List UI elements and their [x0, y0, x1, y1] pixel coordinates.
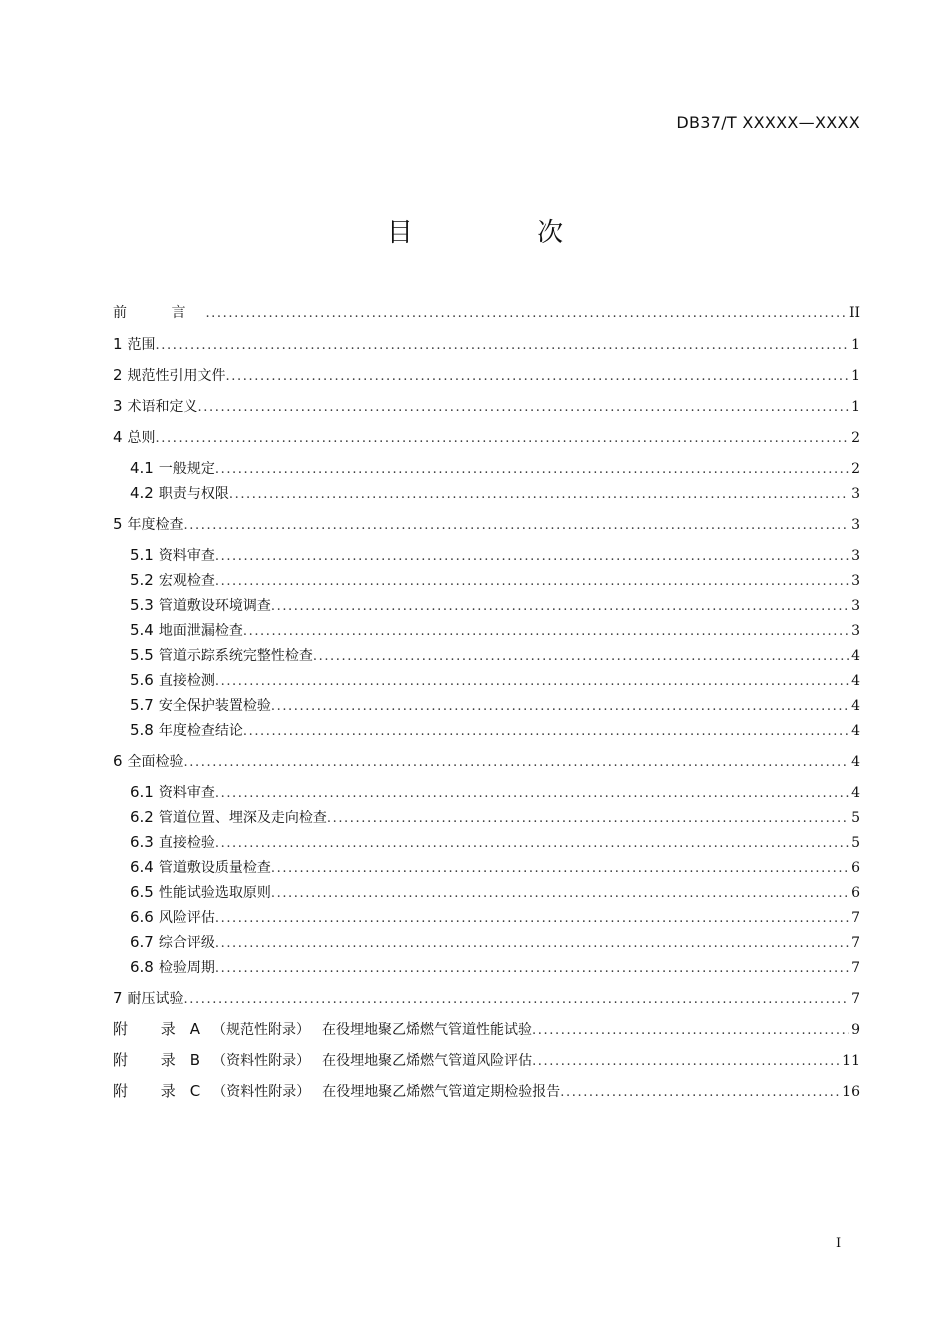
page-number: I [836, 1236, 842, 1251]
toc-entry-page: 3 [851, 548, 860, 564]
toc-entry-section-7[interactable] [113, 986, 860, 1011]
toc-entry-number: 6.1 [130, 783, 154, 801]
appendix-word: 附 录 [113, 1020, 190, 1038]
toc-entry-page: 3 [851, 486, 860, 502]
toc-entry-page: 3 [851, 573, 860, 589]
toc-entry-label: 直接检验 [158, 835, 215, 851]
toc-entry-section-4-1[interactable] [113, 456, 860, 481]
toc-entry-page: 4 [851, 698, 860, 714]
toc-entry-section-3[interactable] [113, 394, 860, 419]
toc-entry-label: 综合评级 [158, 935, 215, 951]
toc-entry-label: 规范性引用文件 [127, 368, 226, 384]
toc-entry-page: 16 [842, 1084, 860, 1100]
toc-entry-section-6-2[interactable] [113, 805, 860, 830]
appendix-type: （资料性附录） [212, 1053, 311, 1069]
toc-entry-label: 性能试验选取原则 [158, 885, 271, 901]
toc-entry-number: 6.3 [130, 833, 154, 851]
toc-entry-label: 全面检验 [127, 754, 184, 770]
toc-entry-page: 4 [851, 754, 860, 770]
toc-entry-number: 5.1 [130, 546, 154, 564]
page-title: 目 次 [386, 218, 622, 248]
toc-entry-label: 在役埋地聚乙烯燃气管道性能试验 [322, 1022, 533, 1038]
leader-dots [156, 426, 850, 451]
leader-dots [156, 333, 850, 358]
toc-entry-section-6-5[interactable] [113, 880, 860, 905]
toc-entry-label: 管道敷设质量检查 [158, 860, 271, 876]
toc-entry-section-6[interactable] [113, 749, 860, 774]
toc-entry-page: 7 [851, 910, 860, 926]
appendix-word: 附 录 [113, 1051, 190, 1069]
toc-entry-page: 4 [851, 785, 860, 801]
leader-dots [215, 781, 849, 806]
toc-entry-label: 资料审查 [158, 548, 215, 564]
toc-entry-page: 1 [851, 337, 860, 353]
toc-entry-appendix-a[interactable] [113, 1017, 860, 1042]
leader-dots [205, 301, 846, 326]
standard-code: DB37/T XXXXX—XXXX [676, 113, 860, 132]
toc-entry-page: 7 [851, 991, 860, 1007]
toc-entry-page: 7 [851, 935, 860, 951]
leader-dots [184, 513, 850, 538]
toc-entry-number: 5.8 [130, 721, 154, 739]
toc-entry-number: 5.5 [130, 646, 154, 664]
toc-entry-label: 年度检查 [127, 517, 184, 533]
appendix-letter: C [189, 1082, 201, 1100]
leader-dots [532, 1018, 849, 1043]
leader-dots [184, 987, 850, 1012]
toc-entry-section-4-2[interactable] [113, 481, 860, 506]
toc-entry-label: 安全保护装置检验 [158, 698, 271, 714]
leader-dots [226, 364, 850, 389]
toc-entry-number: 5.6 [130, 671, 154, 689]
toc-entry-page: 1 [851, 368, 860, 384]
toc-entry-label: 术语和定义 [127, 399, 198, 415]
toc-entry-page: 4 [851, 673, 860, 689]
toc-entry-page: 5 [851, 835, 860, 851]
appendix-word: 附 录 [113, 1082, 190, 1100]
toc-entry-label: 直接检测 [158, 673, 215, 689]
toc-entry-page: 3 [851, 623, 860, 639]
leader-dots [215, 906, 849, 931]
table-of-contents [113, 301, 860, 1104]
toc-entry-label: 总则 [127, 430, 156, 446]
toc-entry-number: 6.2 [130, 808, 154, 826]
leader-dots [215, 831, 849, 856]
toc-entry-label: 年度检查结论 [158, 723, 243, 739]
toc-entry-number: 6.5 [130, 883, 154, 901]
toc-entry-label: 在役埋地聚乙烯燃气管道风险评估 [322, 1053, 533, 1069]
appendix-type: （资料性附录） [212, 1084, 311, 1100]
appendix-letter: A [189, 1020, 201, 1038]
toc-entry-label: 管道位置、埋深及走向检查 [158, 810, 327, 826]
toc-entry-section-5-2[interactable] [113, 568, 860, 593]
toc-entry-page: 7 [851, 960, 860, 976]
toc-entry-label: 在役埋地聚乙烯燃气管道定期检验报告 [322, 1084, 561, 1100]
leader-dots [215, 956, 849, 981]
toc-entry-number: 5.7 [130, 696, 154, 714]
toc-entry-page: 9 [851, 1022, 860, 1038]
leader-dots [215, 669, 849, 694]
toc-entry-section-5-7[interactable] [113, 693, 860, 718]
toc-entry-page: 6 [851, 885, 860, 901]
leader-dots [271, 881, 849, 906]
toc-entry-page: 6 [851, 860, 860, 876]
toc-entry-label: 宏观检查 [158, 573, 215, 589]
toc-entry-number: 7 [113, 989, 123, 1007]
leader-dots [243, 619, 849, 644]
toc-entry-label: 检验周期 [158, 960, 215, 976]
toc-entry-number: 5.2 [130, 571, 154, 589]
toc-entry-section-6-6[interactable] [113, 905, 860, 930]
toc-entry-page: 11 [842, 1053, 860, 1069]
toc-entry-number: 4.2 [130, 484, 154, 502]
toc-entry-section-6-8[interactable] [113, 955, 860, 980]
leader-dots [198, 395, 850, 420]
toc-entry-section-1[interactable] [113, 332, 860, 357]
toc-entry-number: 6 [113, 752, 123, 770]
leader-dots [215, 931, 849, 956]
toc-entry-section-5-3[interactable] [113, 593, 860, 618]
toc-entry-number: 6.8 [130, 958, 154, 976]
leader-dots [229, 482, 849, 507]
leader-dots [271, 594, 849, 619]
toc-entry-number: 6.4 [130, 858, 154, 876]
toc-entry-section-6-3[interactable] [113, 830, 860, 855]
toc-entry-preface[interactable] [113, 301, 860, 326]
toc-entry-page: 3 [851, 517, 860, 533]
leader-dots [215, 457, 849, 482]
toc-entry-appendix-c[interactable] [113, 1079, 860, 1104]
appendix-letter: B [189, 1051, 201, 1069]
toc-entry-number: 2 [113, 366, 123, 384]
toc-entry-number: 6.6 [130, 908, 154, 926]
toc-entry-page: 5 [851, 810, 860, 826]
toc-entry-section-2[interactable] [113, 363, 860, 388]
leader-dots [243, 719, 849, 744]
toc-entry-section-6-4[interactable] [113, 855, 860, 880]
toc-entry-label: 耐压试验 [127, 991, 184, 1007]
leader-dots [327, 806, 849, 831]
appendix-type: （规范性附录） [212, 1022, 311, 1038]
toc-entry-section-5-5[interactable] [113, 643, 860, 668]
toc-entry-label: 地面泄漏检查 [158, 623, 243, 639]
toc-entry-label: 管道敷设环境调查 [158, 598, 271, 614]
toc-entry-section-5[interactable] [113, 512, 860, 537]
toc-entry-page: II [848, 305, 860, 321]
toc-entry-number: 5.3 [130, 596, 154, 614]
toc-entry-number: 5 [113, 515, 123, 533]
toc-entry-number: 4 [113, 428, 123, 446]
toc-entry-number: 5.4 [130, 621, 154, 639]
toc-entry-label: 风险评估 [158, 910, 215, 926]
toc-entry-page: 3 [851, 598, 860, 614]
toc-entry-number: 4.1 [130, 459, 154, 477]
toc-entry-number: 1 [113, 335, 123, 353]
leader-dots [271, 856, 849, 881]
toc-entry-label: 一般规定 [158, 461, 215, 477]
leader-dots [215, 569, 849, 594]
leader-dots [532, 1049, 840, 1074]
leader-dots [313, 644, 849, 669]
toc-entry-page: 4 [851, 723, 860, 739]
toc-entry-section-5-6[interactable] [113, 668, 860, 693]
toc-entry-page: 1 [851, 399, 860, 415]
toc-entry-section-6-1[interactable] [113, 780, 860, 805]
toc-entry-number: 3 [113, 397, 123, 415]
leader-dots [215, 544, 849, 569]
toc-entry-label: 资料审查 [158, 785, 215, 801]
toc-entry-label: 管道示踪系统完整性检查 [158, 648, 313, 664]
leader-dots [184, 750, 850, 775]
toc-entry-page: 2 [851, 461, 860, 477]
toc-entry-number: 6.7 [130, 933, 154, 951]
toc-entry-label: 前 言 [113, 305, 206, 321]
leader-dots [560, 1080, 840, 1105]
toc-entry-section-6-7[interactable] [113, 930, 860, 955]
toc-entry-section-5-4[interactable] [113, 618, 860, 643]
toc-entry-section-4[interactable] [113, 425, 860, 450]
toc-entry-section-5-1[interactable] [113, 543, 860, 568]
toc-entry-label: 范围 [127, 337, 156, 353]
toc-entry-appendix-b[interactable] [113, 1048, 860, 1073]
toc-entry-page: 2 [851, 430, 860, 446]
leader-dots [271, 694, 849, 719]
toc-entry-label: 职责与权限 [158, 486, 229, 502]
toc-entry-section-5-8[interactable] [113, 718, 860, 743]
toc-entry-page: 4 [851, 648, 860, 664]
